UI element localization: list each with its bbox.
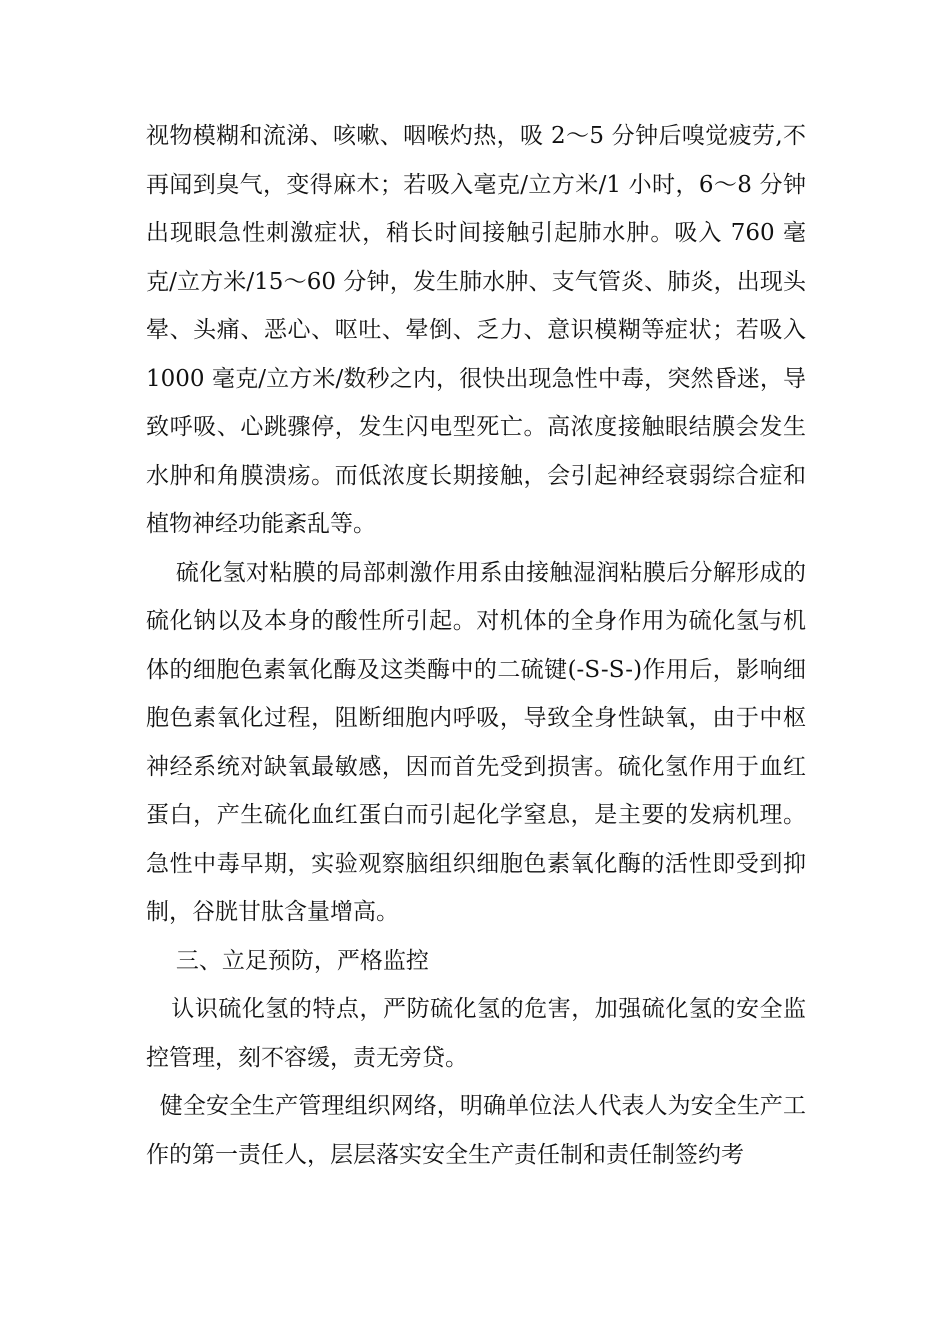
section-heading: 三、立足预防，严格监控	[175, 947, 429, 974]
document-body	[146, 112, 806, 1179]
paragraph-mechanism: 硫化氢对粘膜的局部刺激作用系由接触湿润粘膜后分解形成的硫化钠以及本身的酸性所引起。对机体的全身作用为硫化氢与机体的细胞色素氧化酶及这类酶中的二硫键(-S-S-)作用后，影响细胞色素氧化过程，阻断细胞内呼吸，导致全身性缺氧，由于中枢神经系统对缺氧最敏感，因而首先受到损害。硫化氢作用于血红蛋白，产生硫化血红蛋白而引起化学窒息，是主要的发病机理。急性中毒早期，实验观察脑组织细胞色素氧化酶的活性即受到抑制，谷胱甘肽含量增高。	[146, 559, 806, 925]
paragraph-management: 健全安全生产管理组织网络，明确单位法人代表人为安全生产工作的第一责任人，层层落实安全生产责任制和责任制签约考	[146, 1093, 806, 1168]
paragraph-symptoms: 视物模糊和流涕、咳嗽、咽喉灼热，吸 2～5 分钟后嗅觉疲劳,不再闻到臭气，变得麻木；若吸入毫克/立方米/1 小时，6～8 分钟出现眼急性刺激症状，稍长时间接触引起肺水肿。吸入 760 毫克/立方米/15～60 分钟，发生肺水肿、支气管炎、肺炎，出现头晕、头痛、恶心、呕吐、晕倒、乏力、意识模糊等症状；若吸入 1000 毫克/立方米/数秒之内，很快出现急性中毒，突然昏迷，导致呼吸、心跳骤停，发生闪电型死亡。高浓度接触眼结膜会发生水肿和角膜溃疡。而低浓度长期接触，会引起神经衰弱综合症和植物神经功能紊乱等。	[146, 123, 806, 537]
paragraph-prevention: 认识硫化氢的特点，严防硫化氢的危害，加强硫化氢的安全监控管理，刻不容缓，责无旁贷。	[146, 996, 806, 1071]
